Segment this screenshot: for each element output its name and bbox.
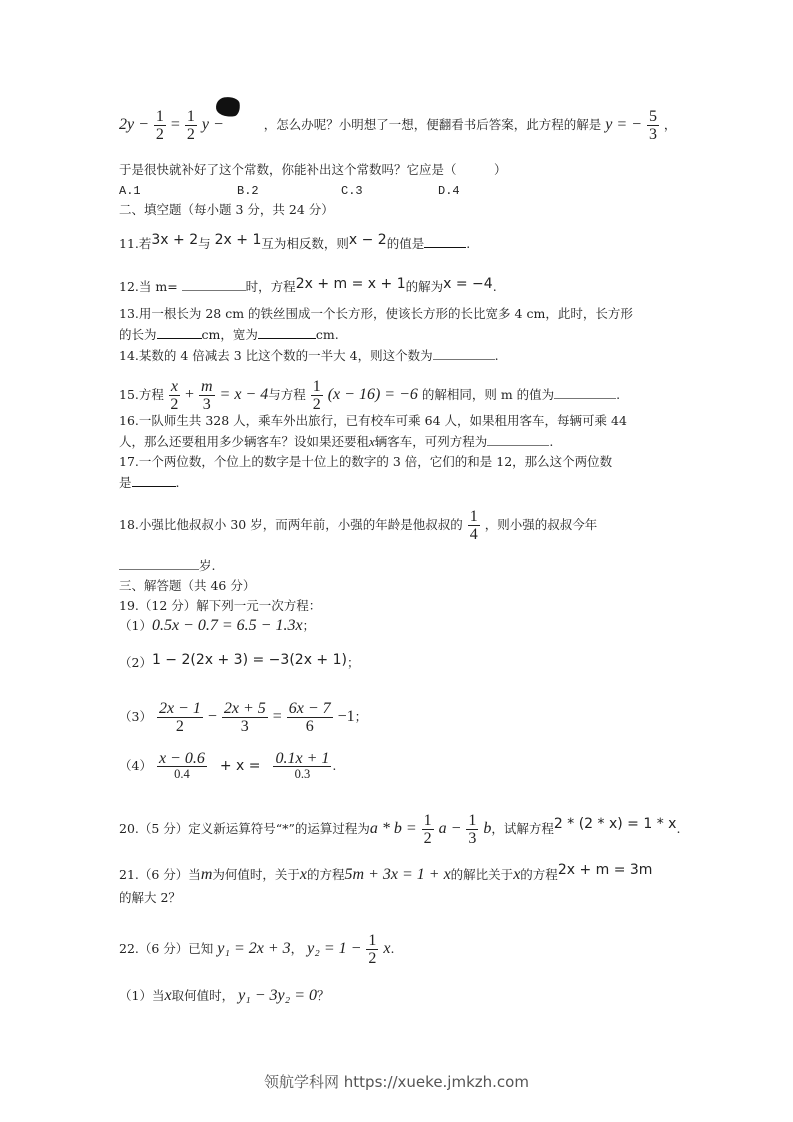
q16-answer-blank[interactable]	[487, 433, 549, 446]
q22-frac: $\frac{1}{2}$	[368, 932, 377, 967]
q13-length-blank[interactable]	[157, 326, 202, 339]
q17-line1: 17.一个两位数，个位上的数字是十位上的数字的 3 倍，它们的和是 12，那么这个两位数	[119, 454, 613, 469]
q16-line1: 16.一队师生共 328 人，乘车外出旅行，已有校车可乘 64 人，如果租用客车，每辆可乘 44	[119, 413, 627, 428]
q18-answer-blank[interactable]	[119, 557, 199, 570]
q19-part4: （4） $\frac{x - 0.6}{0.4}$ + x = $\frac{0.1x + 1}{0.3}$ .	[119, 750, 337, 781]
q19-part2: （2）1 − 2(2x + 3) = −3(2x + 1)；	[119, 652, 360, 670]
q15: 15.方程 $\frac{x}{2}$ + $\frac{m}{3}$ = x − 4与方程 $\frac{1}{2}$ (x − 16) = −6 的解相同，则 m 的值为 .	[119, 378, 621, 413]
q10-frac2: $\frac{1}{2}$	[186, 108, 195, 143]
q14-answer-blank[interactable]	[433, 347, 495, 360]
q10-equation-line: 2y − $\frac{1}{2}$ = $\frac{1}{2}$ y − ，怎么办呢？小明想了一想，便翻看书后答案，此方程的解是 y = − $\frac{5}{3}$ ，	[119, 108, 677, 143]
q10-frac1: $\frac{1}{2}$	[155, 108, 164, 143]
q22: 22.（6 分）已知 y₁ = 2x + 3， y₂ = 1 − $\frac{1}{2}$ x.	[119, 932, 395, 967]
q18-line1: 18.小强比他叔叔小 30 岁，而两年前，小强的年龄是他叔叔的 $\frac{1}{4}$ ，则小强的叔叔今年	[119, 508, 598, 543]
q10-options	[119, 182, 460, 199]
q13-line2: 的长为 cm，宽为 cm.	[119, 327, 339, 342]
option-a[interactable]: A.1	[119, 184, 141, 198]
q17-line2: 是 .	[119, 475, 180, 490]
section3-title: 三、解答题（共 46 分）	[119, 578, 256, 593]
q16-line2: 人，那么还要租用多少辆客车？设如果还要租x辆客车，可列方程为 .	[119, 434, 554, 449]
q11-answer-blank[interactable]	[424, 235, 466, 248]
option-d[interactable]: D.4	[438, 184, 460, 198]
q19-p4-frac2: $\frac{0.1x + 1}{0.3}$	[275, 750, 330, 781]
q22-part1: （1）当x取何值时， y₁ − 3y₂ = 0？	[119, 987, 330, 1004]
q15-frac-m3: $\frac{m}{3}$	[200, 378, 213, 413]
q19-part1: （1）0.5x − 0.7 = 6.5 − 1.3x；	[119, 617, 316, 634]
q15-frac-half: $\frac{1}{2}$	[312, 378, 321, 413]
q20-frac1: $\frac{1}{2}$	[423, 812, 432, 847]
q18-line2: 岁.	[119, 557, 215, 574]
q11: 11.若3x + 2与 2x + 1互为相反数，则x − 2的值是 .	[119, 232, 471, 251]
option-c[interactable]: C.3	[341, 184, 363, 198]
q19-p3-frac3: $\frac{6x - 7}{6}$	[288, 700, 331, 735]
q20-frac2: $\frac{1}{3}$	[468, 812, 477, 847]
q13-line1: 13.用一根长为 28 cm 的铁丝围成一个长方形，使该长方形的长比宽多 4 cm，此时，长方形	[119, 306, 633, 321]
q19-part3: （3） $\frac{2x - 1}{2}$ − $\frac{2x + 5}{3}$ = $\frac{6x - 7}{6}$ −1；	[119, 700, 368, 735]
q17-answer-blank[interactable]	[132, 474, 176, 487]
q12: 12.当 m= 时，方程2x + m = x + 1的解为x = −4.	[119, 276, 497, 294]
q10-text: ，怎么办呢？小明想了一想，便翻看书后答案，此方程的解是	[263, 117, 602, 132]
q19-p3-frac1: $\frac{2x - 1}{2}$	[158, 700, 201, 735]
q10-solution-frac: $\frac{5}{3}$	[648, 108, 657, 143]
q19-title: 19.（12 分）解下列一元一次方程：	[119, 598, 322, 613]
q15-answer-blank[interactable]	[554, 386, 616, 399]
footer-watermark: 领航学科网 https://xueke.jmkzh.com	[264, 1073, 529, 1091]
q18-frac: $\frac{1}{4}$	[469, 508, 478, 543]
q13-width-blank[interactable]	[258, 326, 316, 339]
q12-answer-blank[interactable]	[182, 278, 246, 291]
q10-line2: 于是很快就补好了这个常数，你能补出这个常数吗？它应是（ ）	[119, 162, 507, 177]
section2-title: 二、填空题（每小题 3 分，共 24 分）	[119, 202, 334, 217]
q21-line1: 21.（6 分）当m为何值时，关于x的方程5m + 3x = 1 + x的解比关于x的方程2x + m = 3m	[119, 862, 653, 883]
q21-line2: 的解大 2？	[119, 890, 181, 905]
q19-p4-frac1: $\frac{x - 0.6}{0.4}$	[158, 750, 205, 781]
q14: 14.某数的 4 倍减去 3 比这个数的一半大 4，则这个数为 .	[119, 348, 499, 363]
q19-p3-frac2: $\frac{2x + 5}{3}$	[223, 700, 266, 735]
q20: 20.（5 分）定义新运算符号“*”的运算过程为a * b = $\frac{1}{2}$ a − $\frac{1}{3}$ b，试解方程2 * (2 * x) = 1 * x.	[119, 812, 681, 847]
q10-eq-left: 2y −	[119, 116, 149, 133]
option-b[interactable]: B.2	[237, 184, 259, 198]
q15-frac-x2: $\frac{x}{2}$	[170, 378, 179, 413]
